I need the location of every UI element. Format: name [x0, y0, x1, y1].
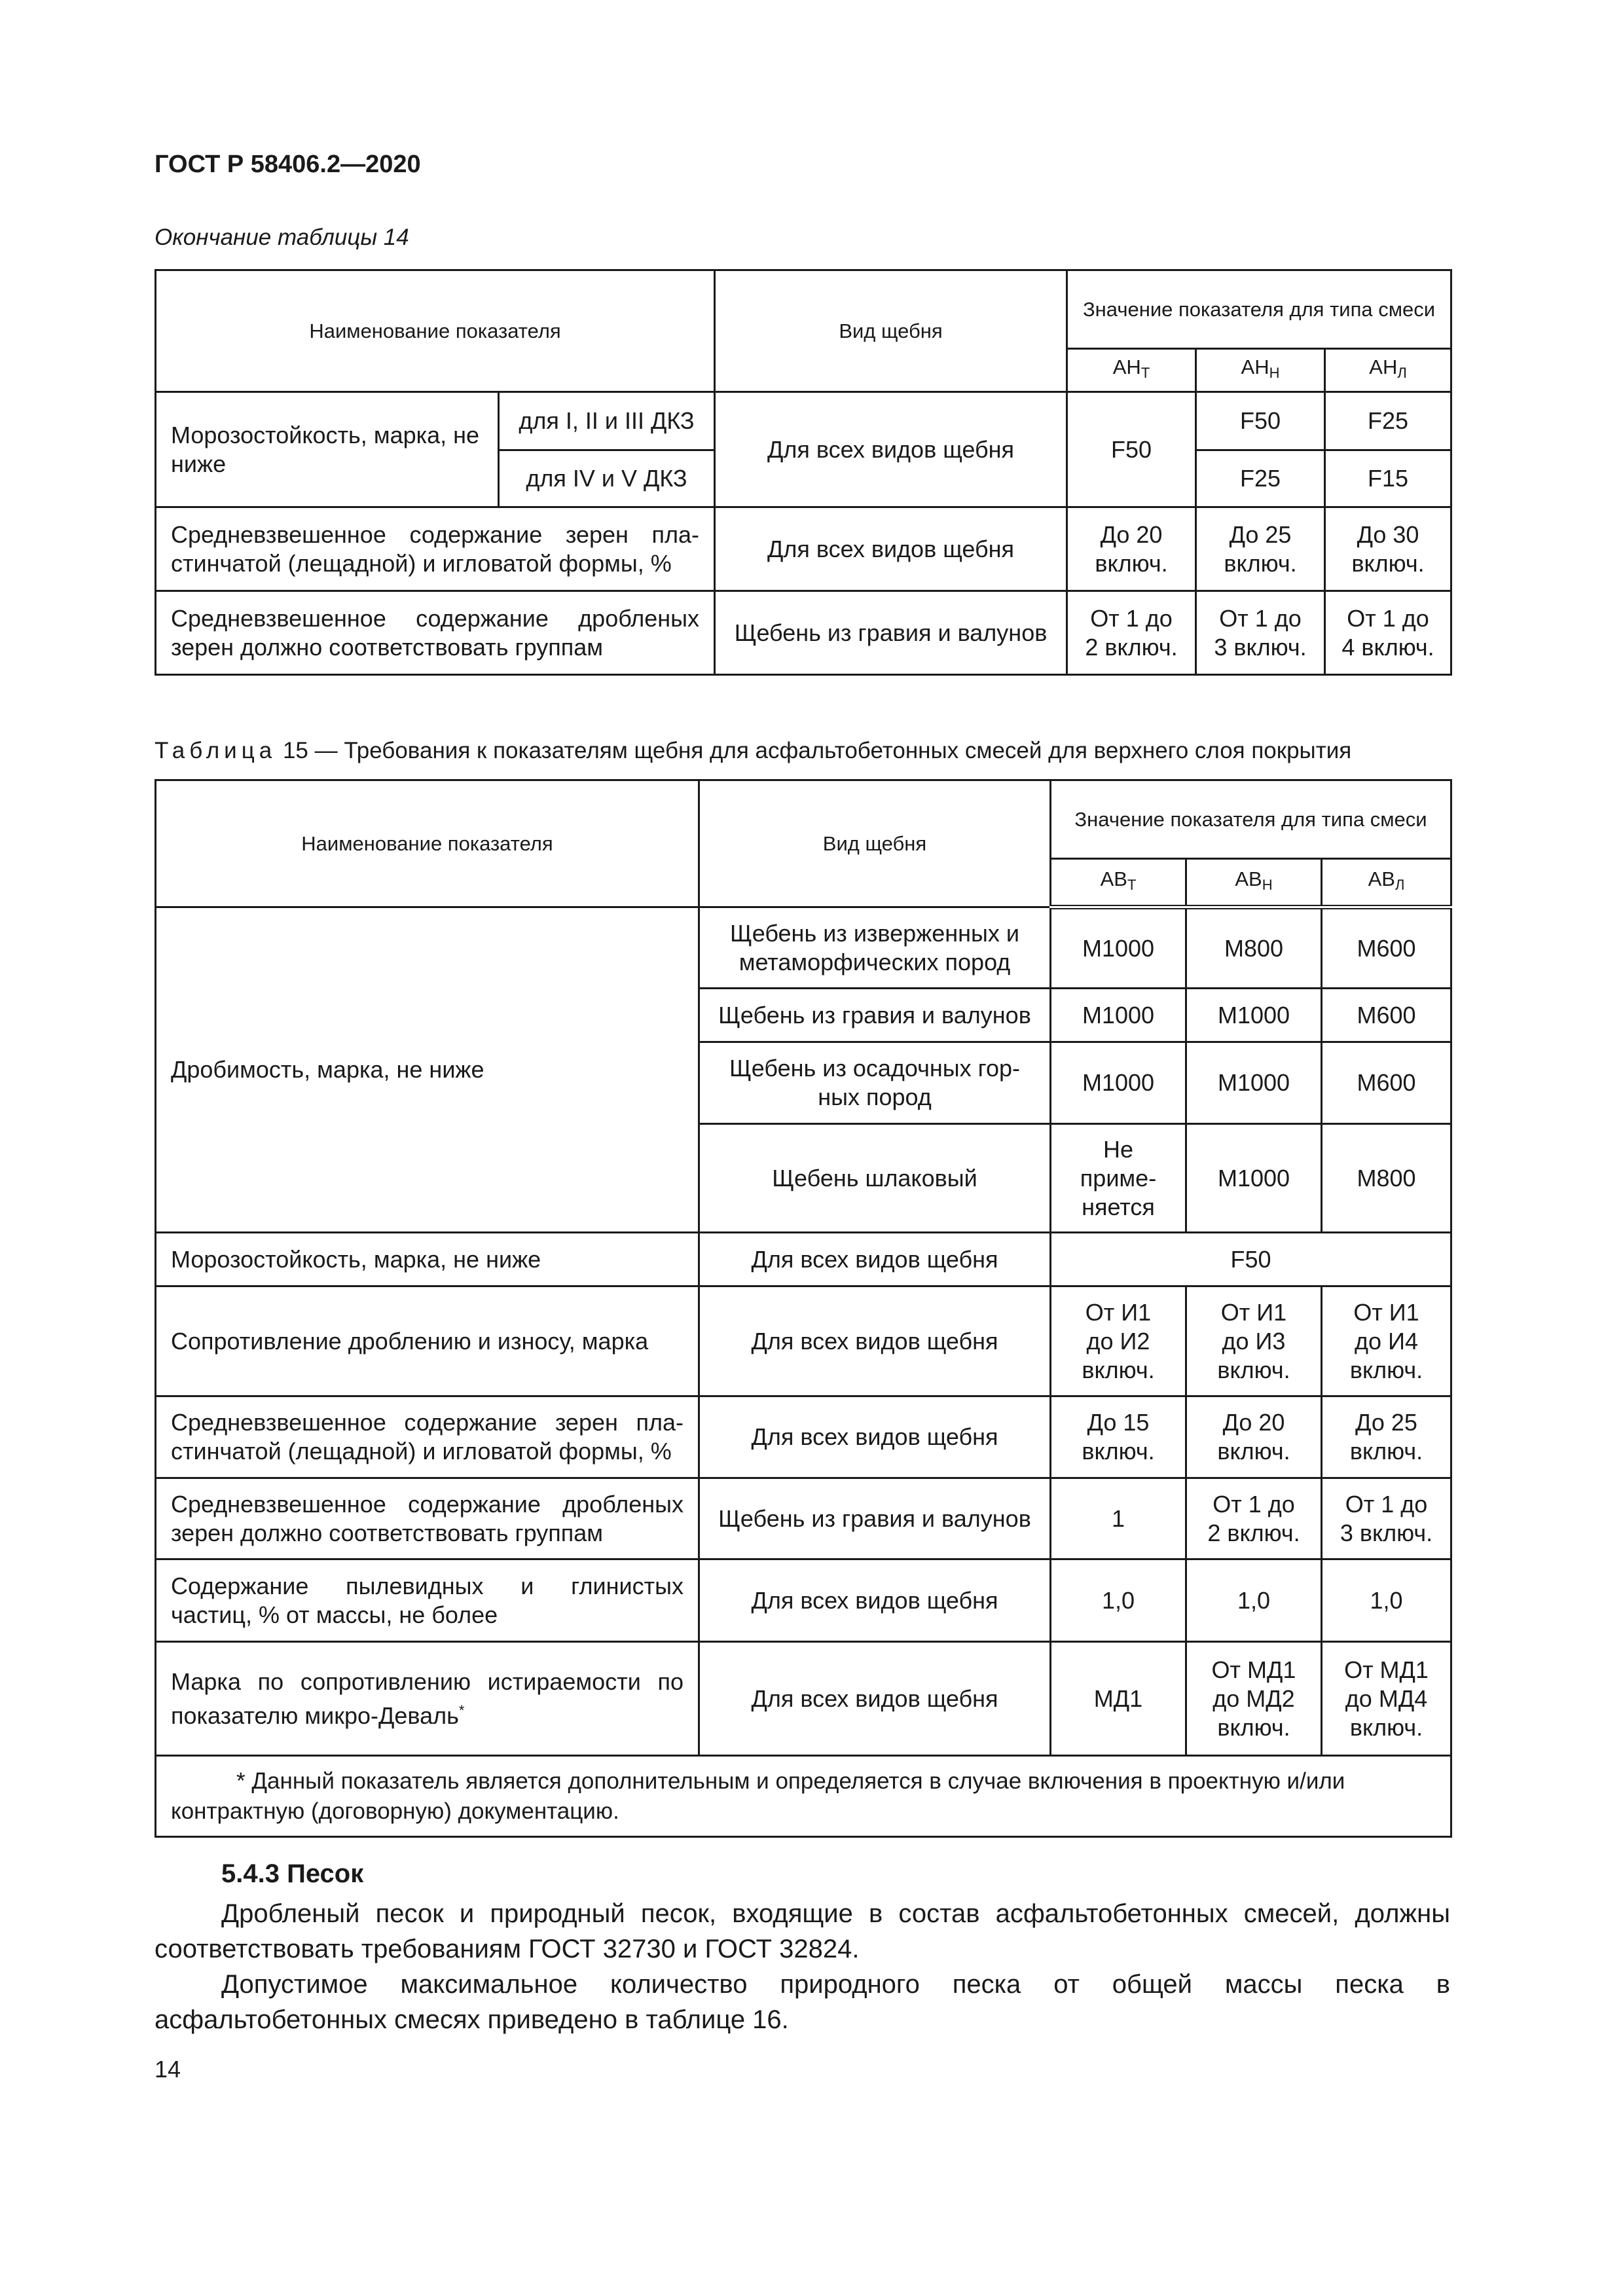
- abrasion-kind: Для всех видов щебня: [699, 1642, 1051, 1756]
- header-indicator-name: Наименование показателя: [156, 780, 699, 907]
- frost-n2: F25: [1196, 450, 1325, 507]
- frost-sub1: для I, II и III ДКЗ: [499, 392, 715, 450]
- wear-name-cell: Сопротивление дроблению и износу, марка: [156, 1286, 699, 1396]
- flaky-l: До 25 включ.: [1322, 1396, 1451, 1478]
- crush-igneous-l: М600: [1322, 907, 1451, 989]
- crushed-kind: Щебень из гравия и валунов: [715, 591, 1067, 675]
- crushed-l: От 1 до 4 включ.: [1325, 591, 1451, 675]
- flaky-name-cell: Средневзвешенное содержание зерен пла- стинчатой (лещадной) и игловатой формы, %: [156, 507, 715, 591]
- crushed-n: От 1 до 2 включ.: [1186, 1478, 1322, 1559]
- paragraph-natural-sand: Допустимое максимальное количество природного песка от общей массы песка в асфальтобетонных смесях приведено в таблице 16.: [155, 1970, 1450, 2034]
- crushed-name-cell: Средневзвешенное содержание дробленых зерен должно соответствовать группам: [156, 1478, 699, 1559]
- crush-name-cell: Дробимость, марка, не ниже: [156, 907, 699, 1233]
- crushed-t: 1: [1051, 1478, 1186, 1559]
- paragraph-sand-requirements: Дробленый песок и природный песок, входящие в состав асфальтобетонных смесей, должны соответствовать требованиям ГОСТ 32730 и ГОСТ 32824.: [155, 1899, 1450, 1963]
- header-type-t: $АВ_Т$: [1051, 859, 1186, 907]
- table15-footnote: * Данный показатель является дополнительным и определяется в случае включения в проектную и/или контрактную (договорную) документацию.: [156, 1756, 1451, 1837]
- crush-igneous-t: М1000: [1051, 907, 1186, 989]
- crushed-name-cell: Средневзвешенное содержание дробленых зерен должно соответствовать группам: [156, 591, 715, 675]
- frost-l1: F25: [1325, 392, 1451, 450]
- wear-n: От И1 до И3 включ.: [1186, 1286, 1322, 1396]
- frost-value: F50: [1051, 1233, 1451, 1286]
- frost-name-cell: Морозостойкость, марка, не ниже: [156, 392, 499, 507]
- crush-sedimentary-n: М1000: [1186, 1042, 1322, 1124]
- dust-n: 1,0: [1186, 1559, 1322, 1642]
- table14-caption: Окончание таблицы 14: [155, 225, 409, 250]
- abrasion-n: От МД1 до МД2 включ.: [1186, 1642, 1322, 1756]
- crush-slag-t: Не приме- няется: [1051, 1124, 1186, 1233]
- frost-t: F50: [1067, 392, 1196, 507]
- crush-kind-sedimentary: Щебень из осадочных гор- ных пород: [699, 1042, 1051, 1124]
- crush-sedimentary-l: М600: [1322, 1042, 1451, 1124]
- frost-sub2: для IV и V ДКЗ: [499, 450, 715, 507]
- header-type-n: $АН_Н$: [1196, 349, 1325, 392]
- header-gravel-kind: Вид щебня: [715, 270, 1067, 392]
- header-value-group: Значение показателя для типа смеси: [1067, 270, 1451, 349]
- header-type-l: $АН_Л$: [1325, 349, 1451, 392]
- flaky-name-cell: Средневзвешенное содержание зерен пла- стинчатой (лещадной) и игловатой формы, %: [156, 1396, 699, 1478]
- frost-kind: Для всех видов щебня: [699, 1233, 1051, 1286]
- frost-l2: F15: [1325, 450, 1451, 507]
- wear-kind: Для всех видов щебня: [699, 1286, 1051, 1396]
- table15-caption: Таблица 15 — Требования к показателям щебня для асфальтобетонных смесей для верхнего слоя покрытия: [155, 738, 1352, 763]
- frost-n1: F50: [1196, 392, 1325, 450]
- flaky-t: До 15 включ.: [1051, 1396, 1186, 1478]
- crush-gravel-l: М600: [1322, 989, 1451, 1042]
- header-value-group: Значение показателя для типа смеси: [1051, 780, 1451, 859]
- dust-name-cell: Содержание пылевидных и глинистых частиц, % от массы, не более: [156, 1559, 699, 1642]
- crushed-t: От 1 до 2 включ.: [1067, 591, 1196, 675]
- frost-kind: Для всех видов щебня: [715, 392, 1067, 507]
- wear-l: От И1 до И4 включ.: [1322, 1286, 1451, 1396]
- abrasion-t: МД1: [1051, 1642, 1186, 1756]
- flaky-n: До 25 включ.: [1196, 507, 1325, 591]
- crush-igneous-n: М800: [1186, 907, 1322, 989]
- crush-slag-l: М800: [1322, 1124, 1451, 1233]
- flaky-t: До 20 включ.: [1067, 507, 1196, 591]
- crush-gravel-n: М1000: [1186, 989, 1322, 1042]
- wear-t: От И1 до И2 включ.: [1051, 1286, 1186, 1396]
- document-header: ГОСТ Р 58406.2—2020: [155, 151, 421, 178]
- crush-kind-slag: Щебень шлаковый: [699, 1124, 1051, 1233]
- flaky-l: До 30 включ.: [1325, 507, 1451, 591]
- dust-l: 1,0: [1322, 1559, 1451, 1642]
- table-15: [155, 779, 1452, 1838]
- frost-name-cell: Морозостойкость, марка, не ниже: [156, 1233, 699, 1286]
- crushed-n: От 1 до 3 включ.: [1196, 591, 1325, 675]
- header-type-n: $АВ_Н$: [1186, 859, 1322, 907]
- header-gravel-kind: Вид щебня: [699, 780, 1051, 907]
- flaky-kind: Для всех видов щебня: [715, 507, 1067, 591]
- header-type-t: $АН_Т$: [1067, 349, 1196, 392]
- page-number: 14: [155, 2056, 181, 2083]
- header-indicator-name: Наименование показателя: [156, 270, 715, 392]
- crush-kind-gravel: Щебень из гравия и валунов: [699, 989, 1051, 1042]
- flaky-n: До 20 включ.: [1186, 1396, 1322, 1478]
- crush-sedimentary-t: М1000: [1051, 1042, 1186, 1124]
- abrasion-name-cell: Марка по сопротивлению истираемости по показателю микро-Деваль*: [156, 1642, 699, 1756]
- section-heading: 5.4.3 Песок: [221, 1859, 364, 1888]
- abrasion-l: От МД1 до МД4 включ.: [1322, 1642, 1451, 1756]
- dust-kind: Для всех видов щебня: [699, 1559, 1051, 1642]
- crush-kind-igneous: Щебень из изверженных и метаморфических пород: [699, 907, 1051, 989]
- crushed-kind: Щебень из гравия и валунов: [699, 1478, 1051, 1559]
- table-14: [155, 269, 1452, 676]
- crush-slag-n: М1000: [1186, 1124, 1322, 1233]
- header-type-l: $АВ_Л$: [1322, 859, 1451, 907]
- crush-gravel-t: М1000: [1051, 989, 1186, 1042]
- flaky-kind: Для всех видов щебня: [699, 1396, 1051, 1478]
- dust-t: 1,0: [1051, 1559, 1186, 1642]
- crushed-l: От 1 до 3 включ.: [1322, 1478, 1451, 1559]
